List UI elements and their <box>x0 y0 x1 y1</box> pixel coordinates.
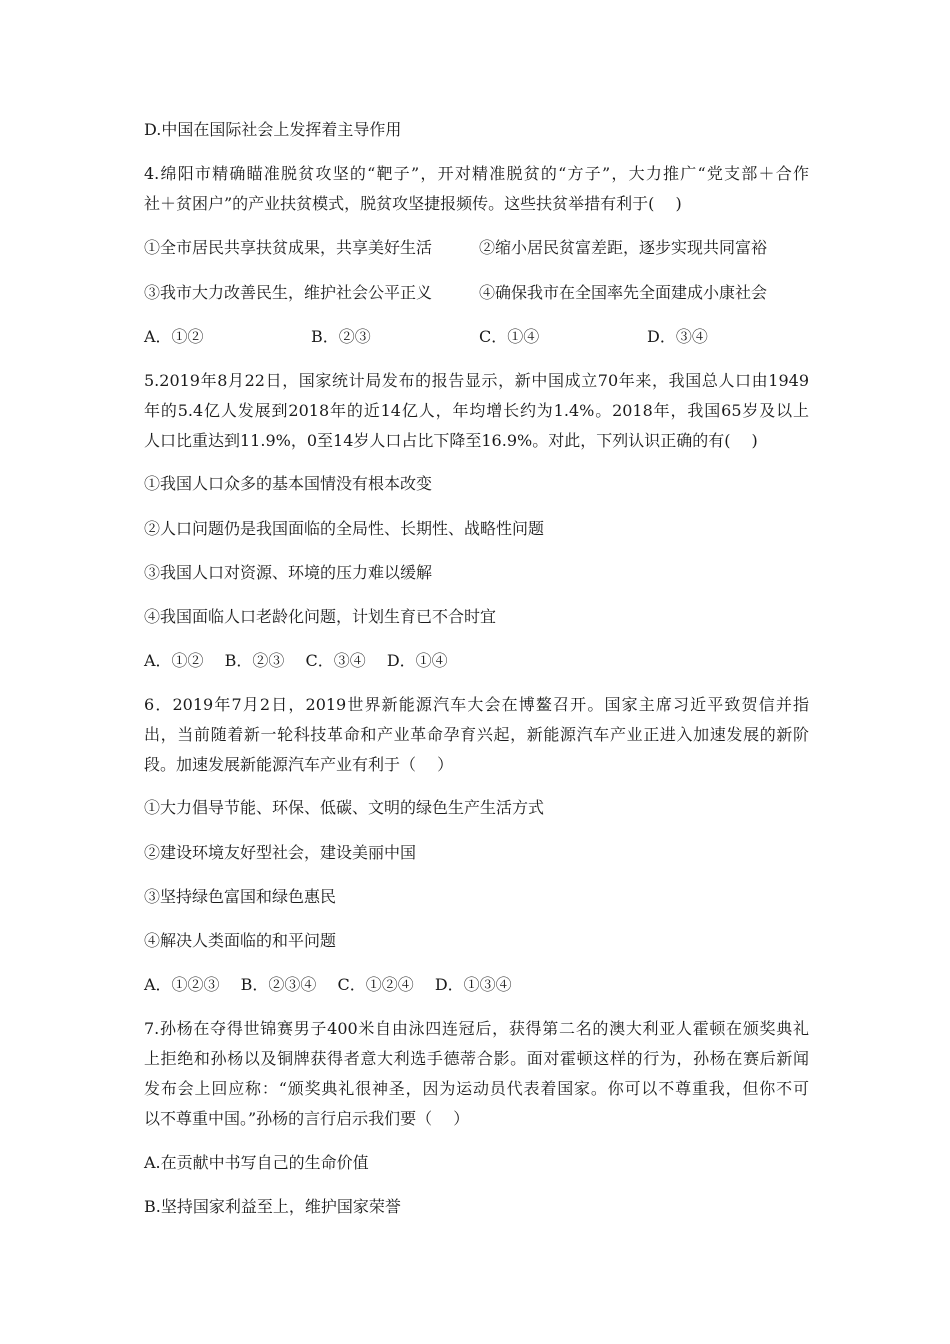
q5-item-4: ④我国面临人口老龄化问题，计划生育已不合时宜 <box>144 607 497 626</box>
q4-item-3: ③我市大力改善民生，维护社会公平正义 <box>144 283 433 302</box>
q7-stem-line-4: 以不尊重中国。”孙杨的言行启示我们要（ ） <box>144 1109 470 1128</box>
q6-stem-line-1: 6．2019年7月2日，2019世界新能源汽车大会在博鳌召开。国家主席习近平致贺信并指 <box>144 695 809 714</box>
q6-item-3: ③坚持绿色富国和绿色惠民 <box>144 887 337 906</box>
q4-choice-d: D．③④ <box>647 327 708 346</box>
q4-stem-line-2: 社＋贫困户”的产业扶贫模式，脱贫攻坚捷报频传。这些扶贫举措有利于( ) <box>144 194 682 213</box>
q4-stem-line-1: 4.绵阳市精确瞄准脱贫攻坚的“靶子”，开对精准脱贫的“方子”，大力推广“党支部＋合作 <box>144 164 809 183</box>
q6-choices: A．①②③ B．②③④ C．①②④ D．①③④ <box>144 975 512 994</box>
q4-choice-c: C．①④ <box>479 327 540 346</box>
q4-choice-a: A．①② <box>144 327 204 346</box>
q5-item-2: ②人口问题仍是我国面临的全局性、长期性、战略性问题 <box>144 519 545 538</box>
q6-stem-line-2: 出，当前随着新一轮科技革命和产业革命孕育兴起，新能源汽车产业正进入加速发展的新阶 <box>144 725 809 744</box>
q4-item-2: ②缩小居民贫富差距，逐步实现共同富裕 <box>479 238 768 257</box>
q7-stem-line-3: 发布会上回应称：“颁奖典礼很神圣，因为运动员代表着国家。你可以不尊重我，但你不可 <box>144 1079 809 1098</box>
q6-item-1: ①大力倡导节能、环保、低碳、文明的绿色生产生活方式 <box>144 798 545 817</box>
q4-item-4: ④确保我市在全国率先全面建成小康社会 <box>479 283 768 302</box>
q5-stem-line-1: 5.2019年8月22日，国家统计局发布的报告显示，新中国成立70年来，我国总人口由1949 <box>144 371 809 390</box>
q5-stem-line-3: 人口比重达到11.9%，0至14岁人口占比下降至16.9%。对此，下列认识正确的有( ) <box>144 431 758 450</box>
q6-item-2: ②建设环境友好型社会，建设美丽中国 <box>144 843 417 862</box>
q5-stem-line-2: 年的5.4亿人发展到2018年的近14亿人，年均增长约为1.4%。2018年，我国65岁及以上 <box>144 401 809 420</box>
q5-choices: A．①② B．②③ C．③④ D．①④ <box>144 651 448 670</box>
q5-item-1: ①我国人口众多的基本国情没有根本改变 <box>144 474 433 493</box>
q6-item-4: ④解决人类面临的和平问题 <box>144 931 337 950</box>
q7-option-b: B.坚持国家利益至上，维护国家荣誉 <box>144 1197 401 1216</box>
q5-item-3: ③我国人口对资源、环境的压力难以缓解 <box>144 563 433 582</box>
q7-option-a: A.在贡献中书写自己的生命价值 <box>144 1153 369 1172</box>
q3-option-d: D.中国在国际社会上发挥着主导作用 <box>144 120 402 139</box>
q4-item-1: ①全市居民共享扶贫成果，共享美好生活 <box>144 238 433 257</box>
q7-stem-line-1: 7.孙杨在夺得世锦赛男子400米自由泳四连冠后，获得第二名的澳大利亚人霍顿在颁奖典礼 <box>144 1019 809 1038</box>
q4-choice-b: B．②③ <box>311 327 371 346</box>
q6-stem-line-3: 段。加速发展新能源汽车产业有利于（ ） <box>144 755 454 774</box>
q7-stem-line-2: 上拒绝和孙杨以及铜牌获得者意大利选手德蒂合影。面对霍顿这样的行为，孙杨在赛后新闻 <box>144 1049 809 1068</box>
